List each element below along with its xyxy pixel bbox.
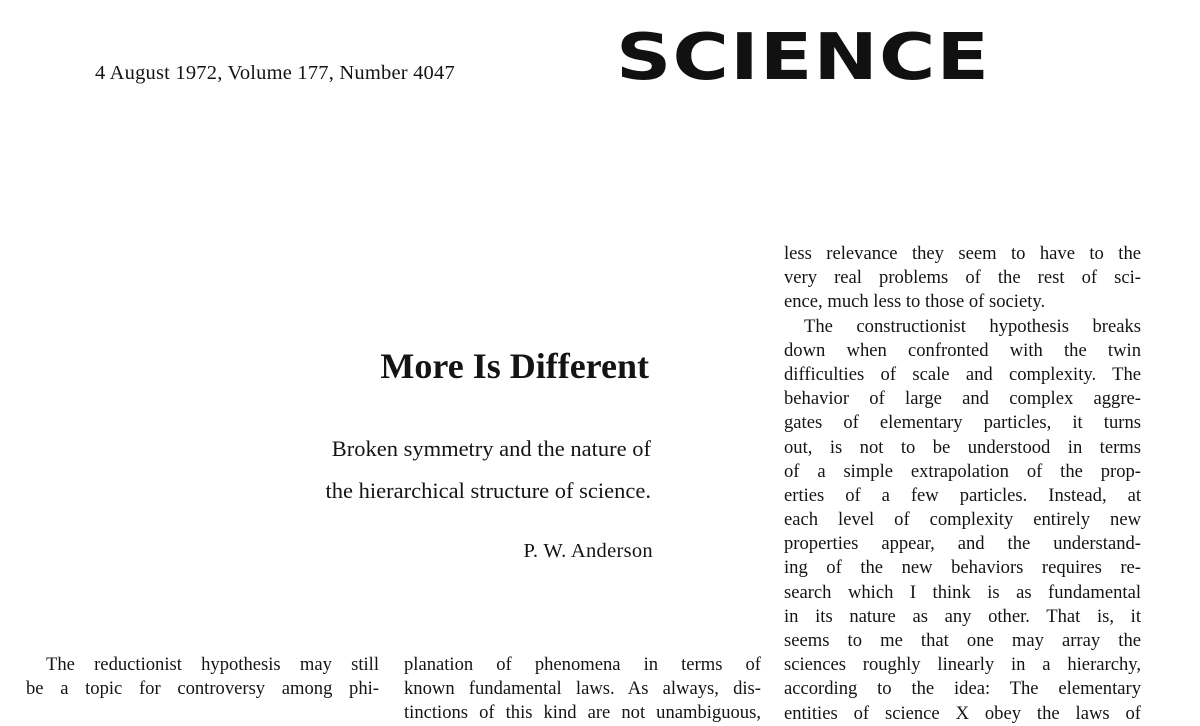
body-text-line: difficulties of scale and complexity. The [784,363,1141,385]
body-text-line: out, is not to be understood in terms [784,436,1141,458]
body-column-1 [26,653,379,701]
body-text-line: of a simple extrapolation of the prop- [784,460,1141,482]
body-text-line: entities of science X obey the laws of [784,702,1141,724]
article-subtitle [326,428,651,512]
body-text-line: ence, much less to those of society. [784,291,1046,313]
article-title: More Is Different [380,346,649,386]
subtitle-line: the hierarchical structure of science. [325,478,651,503]
body-text-line: down when confronted with the twin [784,339,1141,361]
body-column-3 [784,242,1141,726]
body-text-line: planation of phenomena in terms of [404,654,761,675]
issue-date-line: 4 August 1972, Volume 177, Number 4047 [95,62,455,84]
body-text-line: seems to me that one may array the [784,630,1141,651]
body-text-line: sciences roughly linearly in a hierarchy, [784,654,1141,676]
body-text-line: properties appear, and the understand- [784,533,1141,555]
body-text-line: less relevance they seem to have to the [784,243,1141,264]
subtitle-line: Broken symmetry and the nature of [331,436,651,461]
body-text-line: erties of a few particles. Instead, at [784,484,1141,506]
body-text-line: very real problems of the rest of sci- [784,267,1141,289]
body-text-line: be a topic for controversy among phi- [26,678,379,700]
body-text-line: gates of elementary particles, it turns [784,412,1141,434]
body-text-line: according to the idea: The elementary [784,678,1141,700]
body-text-line: behavior of large and complex aggre- [784,388,1141,410]
body-text-line: tinctions of this kind are not unambiguous, [404,702,761,724]
journal-masthead: SCIENCE [616,21,991,95]
body-text-line: The reductionist hypothesis may still [46,654,379,675]
body-column-2 [404,653,761,726]
body-text-line: known fundamental laws. As always, dis- [404,678,761,700]
body-text-line: The constructionist hypothesis breaks [804,315,1141,337]
body-text-line: in its nature as any other. That is, it [784,605,1141,627]
body-text-line: each level of complexity entirely new [784,509,1141,531]
body-text-line: search which I think is as fundamental [784,581,1141,603]
article-author: P. W. Anderson [523,540,653,562]
body-text-line: ing of the new behaviors requires re- [784,557,1141,579]
